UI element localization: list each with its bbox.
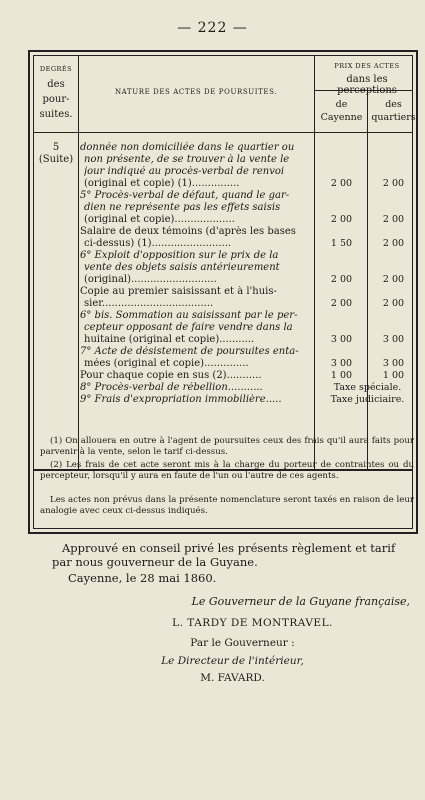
table-line: cepteur opposant de faire vendre dans la <box>84 322 293 333</box>
degree-number: 5 (Suite) <box>38 142 74 165</box>
price-quartiers: 2 00 <box>382 298 405 309</box>
table-line: 6° bis. Sommation au saisissant par le per- <box>80 310 298 321</box>
price-cayenne: 3 00 <box>330 358 353 369</box>
price-quartiers: 3 00 <box>382 334 405 345</box>
table-inner-border <box>33 55 416 529</box>
price-cayenne: 3 00 <box>330 334 353 345</box>
table-line: ci-dessus) (1)......................... <box>84 238 232 249</box>
par-le-gouverneur: Par le Gouverneur : <box>190 637 295 649</box>
table-line: 8° Procès-verbal de rébellion........... <box>80 382 263 393</box>
table-line: (original et copie)................... <box>84 214 235 225</box>
table-line: sier................................... <box>84 298 214 309</box>
table-line: Copie au premier saisissant et à l'huis- <box>80 286 277 297</box>
table-line: vente des objets saisis antérieurement <box>84 262 280 273</box>
header-perceptions: dans les perceptions <box>337 74 397 96</box>
table-line: jour indiqué au procès-verbal de renvoi <box>84 166 285 177</box>
table-line: huitaine (original et copie)........... <box>84 334 255 345</box>
table-line: 7° Acte de désistement de poursuites enta- <box>80 346 299 357</box>
table-line: 6° Exploit d'opposition sur le prix de la <box>80 250 279 261</box>
director-name: M. FAVARD. <box>200 672 265 684</box>
tariff-table <box>28 50 418 534</box>
table-line: Pour chaque copie en sus (2)........... <box>80 370 262 381</box>
header-degres: DEGRÉS des pour- suites. <box>39 65 73 120</box>
column-divider <box>78 56 79 469</box>
price-cayenne: 2 00 <box>330 178 353 189</box>
approval-text: Approuvé en conseil privé les présents règlement et tarif par nous gouverneur de la Guyane. <box>52 541 396 569</box>
price-quartiers: 2 00 <box>382 238 405 249</box>
price-quartiers: 2 00 <box>382 274 405 285</box>
price-cayenne: 1 50 <box>330 238 353 249</box>
header-quartiers: des quartiers <box>371 99 416 123</box>
page-number: — 222 — <box>177 20 248 36</box>
footnote: Les actes non prévus dans la présente nomenclature seront taxés en raison de leur analogie avec ceux ci-dessus indiqués. <box>40 495 414 516</box>
price-quartiers: 1 00 <box>382 370 405 381</box>
footnote: (2) Les frais de cet acte seront mis à la charge du porteur de contraintes ou du percepteur, lorsqu'il y aura en faute de l'un ou l'autre de ces agents. <box>40 460 414 481</box>
header-nature: NATURE DES ACTES DE POURSUITES. <box>114 88 278 96</box>
price-cayenne: 2 00 <box>330 214 353 225</box>
director-title: Le Directeur de l'intérieur, <box>161 655 304 667</box>
table-line: donnée non domiciliée dans le quartier ou <box>80 142 295 153</box>
price-cayenne: 2 00 <box>330 274 353 285</box>
table-line: Salaire de deux témoins (d'après les bases <box>80 226 296 237</box>
header-prix: PRIX DES ACTES <box>334 62 400 70</box>
judicial-tax: Taxe judiciaire. <box>330 394 405 405</box>
governor-name: L. TARDY DE MONTRAVEL. <box>172 617 333 629</box>
table-line: 9° Frais d'expropriation immobilière..... <box>80 394 282 405</box>
price-quartiers: 2 00 <box>382 178 405 189</box>
price-cayenne: 1 00 <box>330 370 353 381</box>
header-cayenne: de Cayenne <box>320 99 363 123</box>
footnote: (1) On allouera en outre à l'agent de poursuites ceux des frais qu'il aura faits pour parvenir à la vente, selon le tarif ci-dessus. <box>40 436 414 457</box>
table-line: dien ne représente pas les effets saisis <box>84 202 281 213</box>
price-quartiers: 2 00 <box>382 214 405 225</box>
price-cayenne: 2 00 <box>330 298 353 309</box>
special-tax: Taxe spéciale. <box>333 382 402 393</box>
governor-title: Le Gouverneur de la Guyane française, <box>191 595 410 608</box>
table-line: non présente, de se trouver à la vente le <box>84 154 290 165</box>
table-line: mées (original et copie).............. <box>84 358 249 369</box>
price-quartiers: 3 00 <box>382 358 405 369</box>
place-date: Cayenne, le 28 mai 1860. <box>68 571 217 585</box>
column-divider <box>314 56 315 469</box>
table-line: (original)........................... <box>84 274 217 285</box>
table-line: (original et copie) (1)............... <box>84 178 240 189</box>
table-line: 5° Procès-verbal de défaut, quand le gar- <box>80 190 290 201</box>
header-rule <box>34 132 412 133</box>
